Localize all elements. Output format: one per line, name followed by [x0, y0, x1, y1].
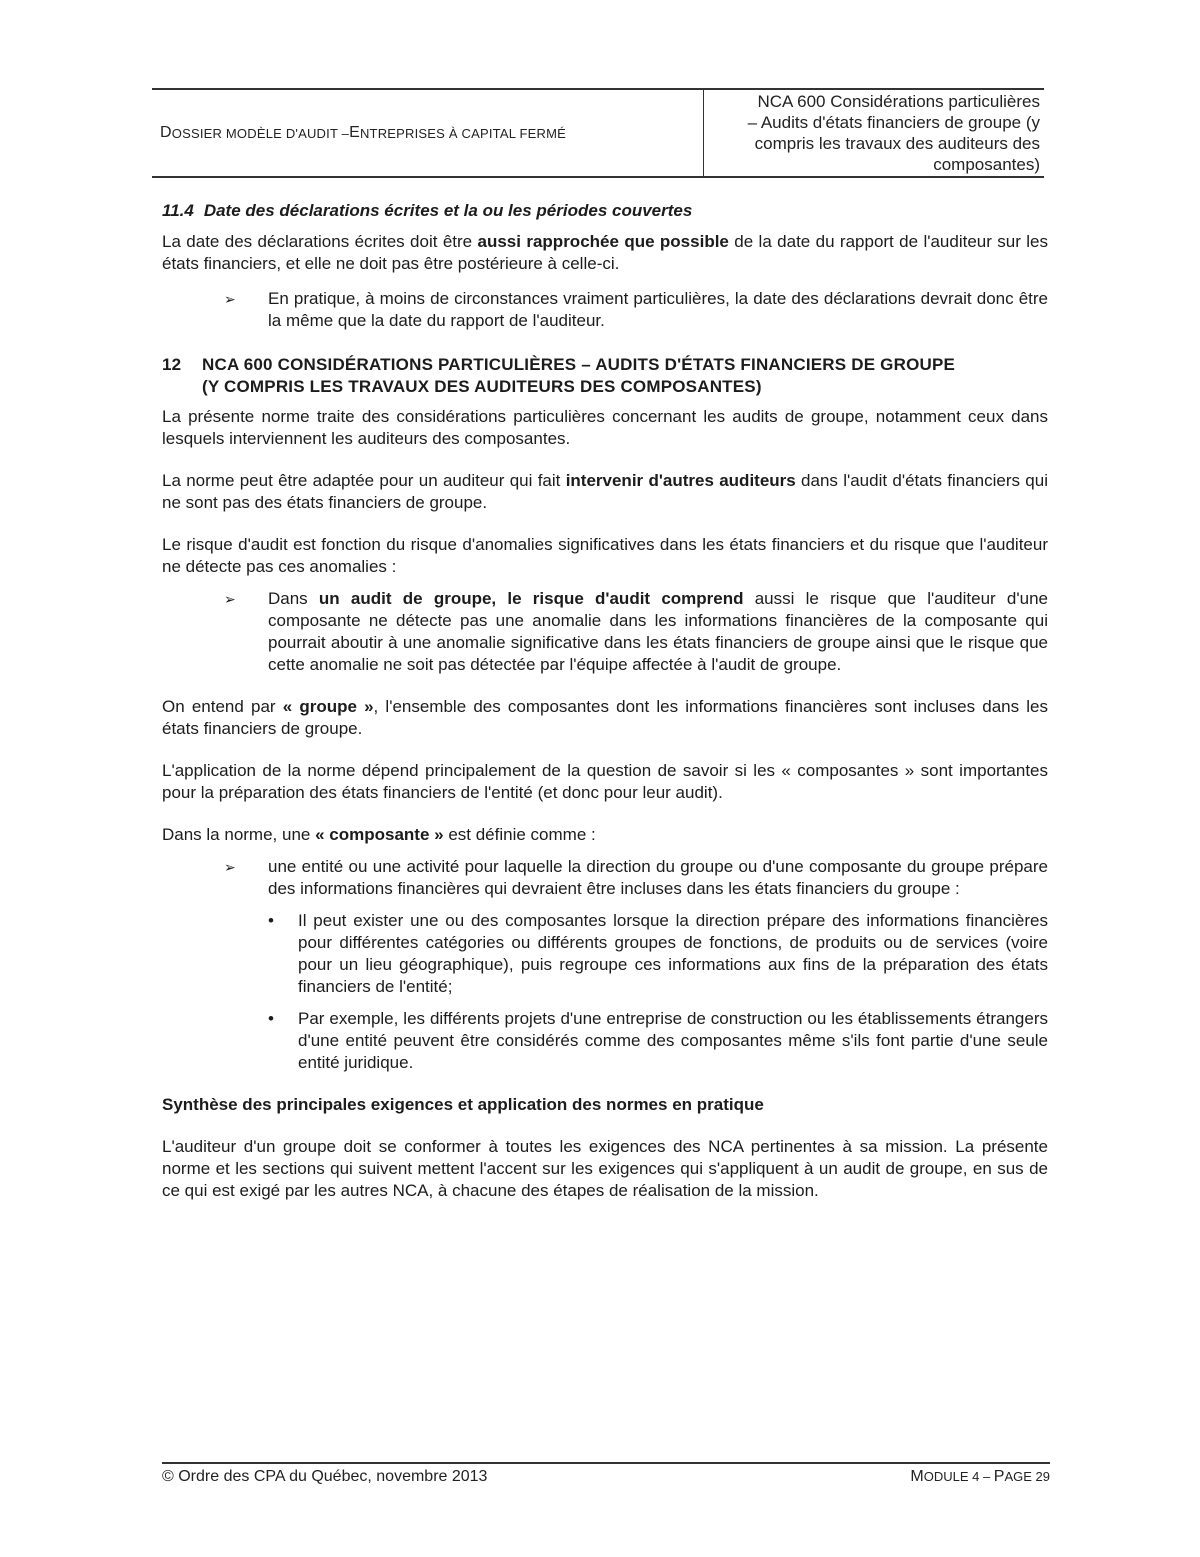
header-title-initial-2: E [349, 124, 360, 141]
paragraph: L'auditeur d'un groupe doit se conformer à toutes les exigences des NCA pertinentes à sa mission. La présente norme et les sections qui suivent mettent l'accent sur les exigences qui s'appliquent à un audit de groupe, en sus de ce qui est exigé par les autres NCA, à chacune des étapes de réalisation de la mission. [162, 1137, 1048, 1200]
bold-text: intervenir d'autres auditeurs [565, 471, 796, 490]
page-footer [162, 1462, 1050, 1486]
text: La norme peut être adaptée pour un auditeur qui fait [162, 471, 566, 490]
bullet-item [224, 288, 1048, 332]
header-title-rest-2: NTREPRISES À CAPITAL FERMÉ [359, 125, 566, 141]
text: aussi le risque que l'auditeur d'une composante ne détecte pas une anomalie dans les informations financières de la composante qui pourrait aboutir à une anomalie significative dans les états financiers de groupe ainsi que le risque que cette anomalie ne soit pas détectée par l'équipe affectée à l'audit de groupe. [268, 589, 1048, 674]
text: La date des déclarations écrites doit être [162, 232, 478, 251]
section-number: 11.4 [162, 201, 194, 220]
sub-bullet-text: Il peut exister une ou des composantes lorsque la direction prépare des informations financières pour différentes catégories ou différents groupes de fonctions, de produits ou de services (voire pour un lieu géographique), puis regroupe ces informations aux fins de la préparation des états financiers de l'entité; [298, 911, 1048, 996]
subsection-heading: Synthèse des principales exigences et application des normes en pratique [162, 1095, 764, 1114]
paragraph: L'application de la norme dépend principalement de la question de savoir si les « composantes » sont importantes pour la préparation des états financiers de l'entité (et donc pour leur audit). [162, 761, 1048, 802]
text: Dans [268, 589, 319, 608]
dot-bullet-icon: • [268, 911, 274, 930]
bullet-text: une entité ou une activité pour laquelle la direction du groupe ou d'une composante du groupe prépare des informations financières qui devraient être incluses dans les états financiers du groupe : [268, 857, 1048, 898]
bold-text: un audit de groupe, le risque d'audit comprend [318, 589, 744, 608]
bold-text: « composante » [315, 825, 444, 844]
footer-initial: M [910, 1468, 924, 1485]
text: dans l'audit d'états financiers qui ne sont pas des états financiers de groupe. [162, 471, 1048, 512]
bullet-item [224, 588, 1048, 676]
header-title-initial-1: D [160, 124, 172, 141]
bold-text: « groupe » [282, 697, 374, 716]
footer-rest: ODULE 4 – [923, 1469, 994, 1484]
page-body [162, 200, 1048, 1202]
sub-bullet-item [268, 910, 1048, 998]
paragraph [162, 824, 1048, 846]
footer-initial: P [993, 1468, 1005, 1485]
sub-bullet-item [268, 1008, 1048, 1074]
section-title-line: (Y COMPRIS LES TRAVAUX DES AUDITEURS DES COMPOSANTES) [202, 377, 762, 396]
text: est définie comme : [443, 825, 596, 844]
arrow-bullet-icon: ➢ [224, 859, 236, 875]
sub-bullet-text: Par exemple, les différents projets d'une entreprise de construction ou les établissements étrangers d'une entité peuvent être considérés comme des composantes même s'ils font partie d'une seule entité juridique. [298, 1009, 1048, 1072]
arrow-bullet-icon: ➢ [224, 591, 236, 607]
header-document-title [152, 90, 704, 176]
section-12-heading [162, 354, 1048, 398]
bullet-text [268, 588, 1048, 676]
header-section-line: compris les travaux des auditeurs des [754, 134, 1040, 153]
section-11-4-heading [162, 200, 1048, 222]
footer-page-number [910, 1468, 1050, 1486]
section-number: 12 [162, 355, 182, 374]
header-title-rest-1: OSSIER MODÈLE D'AUDIT – [171, 125, 350, 141]
bullet-text: En pratique, à moins de circonstances vraiment particulières, la date des déclarations devrait donc être la même que la date du rapport de l'auditeur. [268, 289, 1048, 330]
arrow-bullet-icon: ➢ [224, 291, 236, 307]
footer-copyright: © Ordre des CPA du Québec, novembre 2013 [162, 1468, 488, 1485]
header-section-line: composantes) [933, 155, 1040, 174]
paragraph: La présente norme traite des considérations particulières concernant les audits de groupe, notamment ceux dans lesquels interviennent les auditeurs des composantes. [162, 407, 1048, 448]
section-title [202, 354, 955, 398]
bold-text: aussi rapprochée que possible [477, 232, 729, 251]
header-section-title [704, 90, 1044, 176]
section-title-line: NCA 600 CONSIDÉRATIONS PARTICULIÈRES – AUDITS D'ÉTATS FINANCIERS DE GROUPE [202, 355, 956, 374]
text: de la date du rapport de l'auditeur sur les états financiers, et elle ne doit pas être postérieure à celle-ci. [162, 232, 1049, 273]
paragraph [162, 231, 1048, 275]
section-title: Date des déclarations écrites et la ou les périodes couvertes [203, 201, 693, 220]
paragraph [162, 696, 1048, 740]
footer-rest: AGE 29 [1004, 1469, 1050, 1484]
text: On entend par [162, 697, 283, 716]
paragraph [162, 470, 1048, 514]
text: , l'ensemble des composantes dont les informations financières sont incluses dans les états financiers de groupe. [162, 697, 1048, 738]
header-section-line: – Audits d'états financiers de groupe (y [747, 113, 1040, 132]
dot-bullet-icon: • [268, 1009, 274, 1028]
bullet-item [224, 856, 1048, 900]
text: Dans la norme, une [162, 825, 316, 844]
paragraph: Le risque d'audit est fonction du risque d'anomalies significatives dans les états financiers et du risque que l'auditeur ne détecte pas ces anomalies : [162, 535, 1048, 576]
running-header [152, 88, 1044, 178]
header-section-line: NCA 600 Considérations particulières [757, 92, 1040, 111]
